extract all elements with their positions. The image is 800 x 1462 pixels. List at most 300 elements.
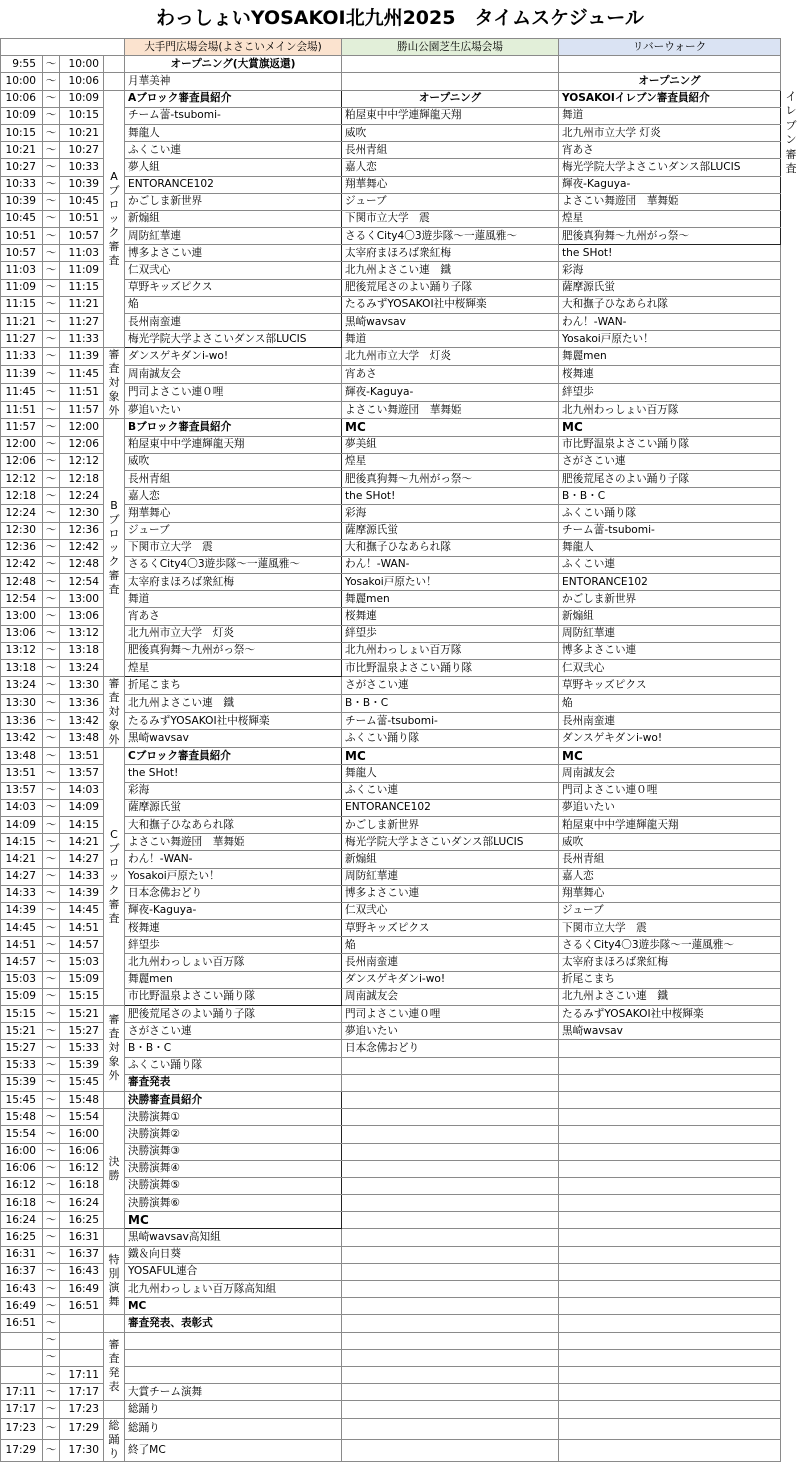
- venue-1-cell: オープニング(大賞旗返還): [125, 56, 342, 73]
- time-start: 12:42: [1, 556, 43, 573]
- time-start: 17:23: [1, 1418, 43, 1440]
- venue-2-cell: 大和撫子ひなあられ隊: [342, 539, 559, 556]
- time-end: [60, 1315, 104, 1332]
- time-end: 12:48: [60, 556, 104, 573]
- time-start: 15:54: [1, 1126, 43, 1143]
- block-label-char: ブ: [108, 512, 120, 526]
- venue-2-cell: 粕屋東中中学連輝龍天翔: [342, 107, 559, 124]
- time-tilde: ～: [43, 124, 60, 141]
- venue-1-cell: 威吹: [125, 453, 342, 470]
- time-start: 11:09: [1, 279, 43, 296]
- venue-3-cell: ふくこい踊り隊: [559, 505, 781, 522]
- time-start: 12:48: [1, 574, 43, 591]
- time-end: 10:33: [60, 159, 104, 176]
- time-end: 14:03: [60, 782, 104, 799]
- block-label: [104, 419, 125, 677]
- time-tilde: ～: [43, 920, 60, 937]
- time-tilde: ～: [43, 851, 60, 868]
- venue-3-cell: 草野キッズピクス: [559, 677, 781, 695]
- block-label-char: 外: [108, 733, 120, 747]
- venue-3-cell: the SHot!: [559, 245, 781, 262]
- venue-2-cell: 草野キッズピクス: [342, 920, 559, 937]
- time-tilde: ～: [43, 902, 60, 919]
- venue-2-cell: わん！-WAN-: [342, 556, 559, 573]
- time-end: 12:00: [60, 419, 104, 436]
- time-end: 12:18: [60, 470, 104, 487]
- time-tilde: ～: [43, 1315, 60, 1332]
- block-label-char: 審: [108, 897, 120, 911]
- time-start: 12:54: [1, 591, 43, 608]
- venue-1-cell: Aブロック審査員紹介: [125, 90, 342, 107]
- time-end: 13:06: [60, 608, 104, 625]
- time-tilde: ～: [43, 56, 60, 73]
- block-label-char: 対: [108, 376, 120, 390]
- time-end: 15:39: [60, 1057, 104, 1074]
- time-tilde: ～: [43, 1418, 60, 1440]
- venue-2-cell: 宵あさ: [342, 366, 559, 384]
- side-label-char: イ: [785, 90, 797, 103]
- venue-2-cell: 焔: [342, 937, 559, 954]
- table-row: [1, 1109, 781, 1126]
- time-tilde: ～: [43, 954, 60, 971]
- venue-2-cell: 舞道: [342, 331, 559, 348]
- time-tilde: ～: [43, 1440, 60, 1462]
- block-label-char: 表: [108, 1380, 120, 1394]
- venue-1-cell: 桜舞連: [125, 920, 342, 937]
- time-tilde: ～: [43, 159, 60, 176]
- time-start: 16:31: [1, 1246, 43, 1263]
- time-tilde: ～: [43, 262, 60, 279]
- venue-3-cell: [559, 1366, 781, 1383]
- venue-2-cell: [342, 1229, 559, 1246]
- venue-3-cell: 桜舞連: [559, 366, 781, 384]
- block-label: [104, 1332, 125, 1401]
- venue-1-cell: 決勝演舞④: [125, 1160, 342, 1177]
- venue-1-cell: YOSAFUL連合: [125, 1263, 342, 1280]
- time-start: 11:33: [1, 348, 43, 366]
- time-tilde: ～: [43, 1246, 60, 1263]
- time-tilde: ～: [43, 1401, 60, 1418]
- time-tilde: ～: [43, 1109, 60, 1126]
- venue-1-cell: たるみずYOSAKOI社中桜輝楽: [125, 712, 342, 730]
- block-label: [104, 677, 125, 748]
- schedule-table: [0, 38, 781, 1462]
- venue-3-cell: 博多よさこい連: [559, 642, 781, 659]
- venue-3-cell: ふくこい連: [559, 556, 781, 573]
- block-label-char: 象: [108, 719, 120, 733]
- venue-3-cell: 肥後真狗舞～九州がっ祭～: [559, 228, 781, 245]
- block-label-char: 象: [108, 390, 120, 404]
- time-start: 11:03: [1, 262, 43, 279]
- venue-2-cell: 長州南蛮連: [342, 954, 559, 971]
- venue-1-cell: 博多よさこい連: [125, 245, 342, 262]
- block-label-char: 総: [108, 1418, 120, 1432]
- time-end: 14:57: [60, 937, 104, 954]
- time-start: 11:21: [1, 314, 43, 331]
- venue-1-cell: MC: [125, 1212, 342, 1229]
- time-end: 14:51: [60, 920, 104, 937]
- time-tilde: ～: [43, 730, 60, 748]
- time-tilde: ～: [43, 868, 60, 885]
- venue-3-cell: [559, 1349, 781, 1366]
- venue-1-cell: 輝夜-Kaguya-: [125, 902, 342, 919]
- block-label-char: 発: [108, 1366, 120, 1380]
- block-label-char: B: [110, 498, 118, 512]
- time-end: 15:33: [60, 1040, 104, 1057]
- venue-1-cell: 鐵＆向日葵: [125, 1246, 342, 1263]
- time-tilde: ～: [43, 436, 60, 453]
- venue-2-cell: [342, 1366, 559, 1383]
- venue-1-cell: Cブロック審査員紹介: [125, 748, 342, 765]
- venue-1-cell: 粕屋東中中学連輝龍天翔: [125, 436, 342, 453]
- time-tilde: ～: [43, 677, 60, 695]
- time-start: 15:33: [1, 1057, 43, 1074]
- venue-2-cell: [342, 1212, 559, 1229]
- time-start: 10:45: [1, 210, 43, 227]
- venue-3-cell: たるみずYOSAKOI社中桜輝楽: [559, 1006, 781, 1023]
- venue-1-cell: 新煽組: [125, 210, 342, 227]
- time-end: 12:06: [60, 436, 104, 453]
- table-row: [1, 1401, 781, 1418]
- block-label: [104, 1109, 125, 1229]
- venue-3-cell: [559, 1418, 781, 1440]
- time-tilde: ～: [43, 748, 60, 765]
- venue-2-cell: かごしま新世界: [342, 816, 559, 833]
- time-end: 14:09: [60, 799, 104, 816]
- venue-3-cell: 翔華舞心: [559, 885, 781, 902]
- block-label: [104, 748, 125, 1006]
- block-label: [104, 1246, 125, 1315]
- schedule-body: [1, 56, 781, 1461]
- venue-3-cell: [559, 1281, 781, 1298]
- time-start: [1, 1349, 43, 1366]
- time-start: 11:45: [1, 383, 43, 401]
- time-tilde: ～: [43, 331, 60, 348]
- block-label-char: ロ: [108, 526, 120, 540]
- time-start: 13:30: [1, 694, 43, 712]
- venue-2-cell: 薩摩源氏蛍: [342, 522, 559, 539]
- block-empty: [104, 1091, 125, 1108]
- venue-1-cell: ふくこい踊り隊: [125, 1057, 342, 1074]
- time-end: 11:45: [60, 366, 104, 384]
- time-end: 10:09: [60, 90, 104, 107]
- venue-3-cell: B・B・C: [559, 488, 781, 505]
- time-end: 13:51: [60, 748, 104, 765]
- block-label-char: 査: [108, 1027, 120, 1041]
- time-end: 14:33: [60, 868, 104, 885]
- venue-2-cell: 舞龍人: [342, 765, 559, 782]
- venue-1-cell: [125, 1349, 342, 1366]
- venue-3-cell: ダンスゲキダンi-wo!: [559, 730, 781, 748]
- time-tilde: ～: [43, 591, 60, 608]
- table-row: [1, 1229, 781, 1246]
- time-tilde: ～: [43, 1177, 60, 1194]
- time-start: 14:51: [1, 937, 43, 954]
- venue-2-cell: 太宰府まほろば衆紅梅: [342, 245, 559, 262]
- venue-1-cell: 北九州よさこい連 鐵: [125, 694, 342, 712]
- time-start: 12:12: [1, 470, 43, 487]
- block-empty: [104, 73, 125, 90]
- block-label-char: 外: [108, 1069, 120, 1083]
- time-tilde: ～: [43, 401, 60, 419]
- time-tilde: ～: [43, 712, 60, 730]
- time-tilde: ～: [43, 660, 60, 677]
- time-start: 12:24: [1, 505, 43, 522]
- time-tilde: ～: [43, 1160, 60, 1177]
- venue-2-cell: よさこい舞遊団 華舞姫: [342, 401, 559, 419]
- time-tilde: ～: [43, 228, 60, 245]
- table-row: [1, 1315, 781, 1332]
- block-label-char: ロ: [108, 855, 120, 869]
- venue-3-cell: 北九州市立大学 灯炎: [559, 124, 781, 141]
- block-label-char: ク: [108, 225, 120, 239]
- time-end: 13:57: [60, 765, 104, 782]
- venue-3-cell: わん！-WAN-: [559, 314, 781, 331]
- venue-1-cell: 決勝審査員紹介: [125, 1091, 342, 1108]
- time-end: 16:49: [60, 1281, 104, 1298]
- venue-3-cell: [559, 1212, 781, 1229]
- venue-3-cell: 粕屋東中中学連輝龍天翔: [559, 816, 781, 833]
- block-label-char: 査: [108, 253, 120, 267]
- venue-1-cell: 月華美神: [125, 73, 342, 90]
- time-tilde: ～: [43, 765, 60, 782]
- venue-3-cell: 大和撫子ひなあられ隊: [559, 296, 781, 313]
- block-label-char: 外: [108, 404, 120, 418]
- time-end: 11:39: [60, 348, 104, 366]
- venue-1-cell: 宵あさ: [125, 608, 342, 625]
- block-label-char: ロ: [108, 197, 120, 211]
- venue-1-cell: ふくこい連: [125, 142, 342, 159]
- time-start: 12:36: [1, 539, 43, 556]
- time-end: 16:18: [60, 1177, 104, 1194]
- venue-1-cell: 審査発表、表彰式: [125, 1315, 342, 1332]
- time-start: 11:39: [1, 366, 43, 384]
- time-start: 10:57: [1, 245, 43, 262]
- time-start: 15:27: [1, 1040, 43, 1057]
- time-start: 16:24: [1, 1212, 43, 1229]
- venue-2-cell: ダンスゲキダンi-wo!: [342, 971, 559, 988]
- venue-3-cell: 太宰府まほろば衆紅梅: [559, 954, 781, 971]
- venue-1-cell: Yosakoi戸原たい！: [125, 868, 342, 885]
- venue-3-cell: [559, 1229, 781, 1246]
- venue-3-cell: 嘉人恋: [559, 868, 781, 885]
- venue-1-cell: 審査発表: [125, 1074, 342, 1091]
- page-title: わっしょいYOSAKOI北九州2025 タイムスケジュール: [156, 7, 644, 29]
- time-start: 14:09: [1, 816, 43, 833]
- venue-3-cell: [559, 1332, 781, 1349]
- block-label-char: 象: [108, 1055, 120, 1069]
- venue-3-cell: さがさこい連: [559, 453, 781, 470]
- block-label-char: 舞: [108, 1294, 120, 1308]
- time-start: 11:27: [1, 331, 43, 348]
- venue-1-cell: 周南誠友会: [125, 366, 342, 384]
- venue-3-cell: MC: [559, 419, 781, 436]
- venue-2-cell: [342, 1281, 559, 1298]
- header-katsuyama-venue: 勝山公園芝生広場会場: [342, 39, 559, 56]
- venue-1-cell: 絆望歩: [125, 937, 342, 954]
- header-riverwalk-venue: リバーウォーク: [559, 39, 781, 56]
- time-end: 16:06: [60, 1143, 104, 1160]
- venue-3-cell: 下関市立大学 震: [559, 920, 781, 937]
- time-end: 10:51: [60, 210, 104, 227]
- time-start: 12:30: [1, 522, 43, 539]
- time-start: 15:09: [1, 988, 43, 1005]
- time-start: 16:25: [1, 1229, 43, 1246]
- venue-1-cell: よさこい舞遊団 華舞姫: [125, 834, 342, 851]
- block-label-char: 審: [108, 568, 120, 582]
- block-label-char: 査: [108, 911, 120, 925]
- venue-2-cell: 舞麗men: [342, 591, 559, 608]
- block-label-char: C: [110, 827, 118, 841]
- block-label-char: ッ: [108, 540, 120, 554]
- venue-1-cell: 決勝演舞⑥: [125, 1195, 342, 1212]
- venue-2-cell: 絆望歩: [342, 625, 559, 642]
- block-label-char: ッ: [108, 869, 120, 883]
- time-tilde: ～: [43, 1229, 60, 1246]
- venue-2-cell: 輝夜-Kaguya-: [342, 383, 559, 401]
- time-start: 17:29: [1, 1440, 43, 1462]
- time-start: 10:09: [1, 107, 43, 124]
- block-label-char: 決: [108, 1154, 120, 1168]
- time-start: 14:39: [1, 902, 43, 919]
- venue-3-cell: さるくCity4〇3遊歩隊～一蓮風雅～: [559, 937, 781, 954]
- block-label-char: 査: [108, 1352, 120, 1366]
- table-row: [1, 348, 781, 366]
- block-label-char: 審: [108, 1338, 120, 1352]
- time-end: 16:43: [60, 1263, 104, 1280]
- time-tilde: ～: [43, 971, 60, 988]
- time-start: 14:27: [1, 868, 43, 885]
- venue-1-cell: 総踊り: [125, 1418, 342, 1440]
- time-start: 11:51: [1, 401, 43, 419]
- venue-3-cell: [559, 1160, 781, 1177]
- time-end: 15:48: [60, 1091, 104, 1108]
- table-row: [1, 1332, 781, 1349]
- time-tilde: ～: [43, 625, 60, 642]
- venue-2-cell: 周南誠友会: [342, 988, 559, 1005]
- time-end: 12:24: [60, 488, 104, 505]
- venue-2-cell: [342, 1332, 559, 1349]
- time-end: 16:25: [60, 1212, 104, 1229]
- venue-2-cell: チーム蕾-tsubomi-: [342, 712, 559, 730]
- time-start: 10:00: [1, 73, 43, 90]
- time-end: 11:21: [60, 296, 104, 313]
- time-tilde: ～: [43, 1195, 60, 1212]
- venue-2-cell: 煌星: [342, 453, 559, 470]
- venue-1-cell: Bブロック審査員紹介: [125, 419, 342, 436]
- venue-3-cell: 北九州わっしょい百万隊: [559, 401, 781, 419]
- venue-3-cell: 門司よさこい連０哩: [559, 782, 781, 799]
- venue-1-cell: 折尾こまち: [125, 677, 342, 695]
- venue-3-cell: 周防紅華連: [559, 625, 781, 642]
- time-start: 17:17: [1, 1401, 43, 1418]
- venue-1-cell: 薩摩源氏蛍: [125, 799, 342, 816]
- time-start: 16:18: [1, 1195, 43, 1212]
- time-end: 15:15: [60, 988, 104, 1005]
- table-row: [1, 73, 781, 90]
- block-label-char: A: [110, 169, 118, 183]
- venue-3-cell: 煌星: [559, 210, 781, 227]
- venue-2-cell: [342, 1057, 559, 1074]
- time-start: 13:51: [1, 765, 43, 782]
- time-end: [60, 1349, 104, 1366]
- time-end: 11:27: [60, 314, 104, 331]
- time-end: 10:06: [60, 73, 104, 90]
- time-end: 16:31: [60, 1229, 104, 1246]
- venue-3-cell: チーム蕾-tsubomi-: [559, 522, 781, 539]
- block-empty: [104, 1229, 125, 1246]
- block-label-char: ブ: [108, 183, 120, 197]
- time-start: [1, 1332, 43, 1349]
- venue-1-cell: 仁双弐心: [125, 262, 342, 279]
- venue-3-cell: 薩摩源氏蛍: [559, 279, 781, 296]
- venue-1-cell: 周防紅華連: [125, 228, 342, 245]
- venue-3-cell: [559, 1126, 781, 1143]
- venue-3-cell: [559, 1298, 781, 1315]
- venue-2-cell: たるみずYOSAKOI社中桜輝楽: [342, 296, 559, 313]
- venue-2-cell: ENTORANCE102: [342, 799, 559, 816]
- time-end: 13:36: [60, 694, 104, 712]
- venue-2-cell: ふくこい踊り隊: [342, 730, 559, 748]
- venue-1-cell: チーム蕾-tsubomi-: [125, 107, 342, 124]
- time-end: 12:36: [60, 522, 104, 539]
- time-tilde: ～: [43, 988, 60, 1005]
- venue-2-cell: [342, 1177, 559, 1194]
- block-label: [104, 348, 125, 419]
- time-end: 10:45: [60, 193, 104, 210]
- time-end: 11:33: [60, 331, 104, 348]
- block-label-char: 査: [108, 582, 120, 596]
- time-end: 15:03: [60, 954, 104, 971]
- venue-2-cell: 彩海: [342, 505, 559, 522]
- time-tilde: ～: [43, 107, 60, 124]
- side-label-char: ブ: [785, 118, 797, 132]
- venue-2-cell: 周防紅華連: [342, 868, 559, 885]
- venue-2-cell: [342, 1091, 559, 1108]
- venue-2-cell: ふくこい連: [342, 782, 559, 799]
- venue-1-cell: 舞龍人: [125, 124, 342, 141]
- time-end: 12:42: [60, 539, 104, 556]
- block-label-char: ッ: [108, 211, 120, 225]
- venue-3-cell: 黒崎wavsav: [559, 1023, 781, 1040]
- table-row: [1, 1091, 781, 1108]
- venue-3-cell: 輝夜-Kaguya-: [559, 176, 781, 193]
- time-end: 11:09: [60, 262, 104, 279]
- time-tilde: ～: [43, 296, 60, 313]
- venue-1-cell: ジューブ: [125, 522, 342, 539]
- time-start: 15:03: [1, 971, 43, 988]
- venue-3-cell: YOSAKOIイレブン審査員紹介: [559, 90, 781, 107]
- time-start: 15:48: [1, 1109, 43, 1126]
- venue-3-cell: 市比野温泉よさこい踊り隊: [559, 436, 781, 453]
- venue-2-cell: [342, 1418, 559, 1440]
- venue-1-cell: 夢追いたい: [125, 401, 342, 419]
- time-tilde: ～: [43, 1057, 60, 1074]
- time-end: 10:00: [60, 56, 104, 73]
- time-start: 9:55: [1, 56, 43, 73]
- time-start: 14:03: [1, 799, 43, 816]
- venue-2-cell: 北九州わっしょい百万隊: [342, 642, 559, 659]
- time-start: 13:24: [1, 677, 43, 695]
- time-start: 16:37: [1, 1263, 43, 1280]
- venue-3-cell: [559, 1040, 781, 1057]
- table-row: [1, 56, 781, 73]
- venue-2-cell: [342, 1109, 559, 1126]
- time-tilde: ～: [43, 799, 60, 816]
- time-tilde: ～: [43, 279, 60, 296]
- venue-3-cell: [559, 1263, 781, 1280]
- venue-3-cell: ジューブ: [559, 902, 781, 919]
